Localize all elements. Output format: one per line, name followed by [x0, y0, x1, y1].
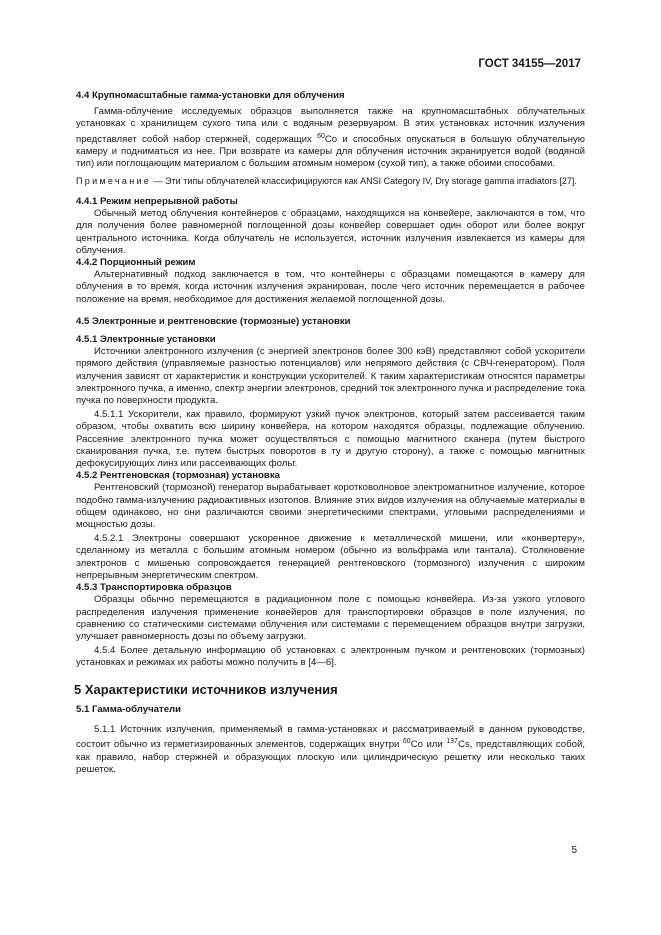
note-text: — Эти типы облучателей классифицируются как ANSI Category IV, Dry storage gamma irradiators [27]. [151, 176, 577, 187]
section-4-5-1-heading: 4.5.1 Электронные установки [76, 334, 216, 346]
section-5-1-1-paragraph [76, 724, 585, 776]
note-label: Примечание [76, 176, 152, 187]
section-4-5-1-1-paragraph: 4.5.1.1 Ускорители, как правило, формируют узкий пучок электронов, который затем рассеивается таким образом, чтобы охватить всю ширину конвейера, на котором находятся образцы, подлежащие облучению. Рассеяние электронного пучка может осуществляться с помощью магнитного сканера (путем быстрого сканирования пучка, т.е. путем быстрых поворотов в ту и другую сторону), а также с помощью магнитных дефокусирующих линз или рассеивающих фольг. [76, 409, 585, 470]
section-4-4-2-paragraph: Альтернативный подход заключается в том, что контейнеры с образцами помещаются в камеру для облучения в то время, когда источник излучения экранирован, после чего источник перемещается в рабочее положение на время, необходимое для достижения желаемой поглощенной дозы. [76, 269, 585, 305]
section-4-5-4-paragraph: 4.5.4 Более детальную информацию об установках с электронным пучком и рентгеновских (тормозных) установках и режимах их работы можно получить в [4—6]. [76, 645, 585, 669]
page-body [76, 84, 585, 776]
section-4-4-1-paragraph: Обычный метод облучения контейнеров с образцами, находящихся на конвейере, заключаются в том, что для получения более равномерной поглощенной дозы конвейер совершает один оборот или более вокруг центрального источника. Когда облучатель не используется, источник излучения извлекается из камеры для облучения. [76, 208, 585, 256]
section-4-5-1-paragraph: Источники электронного излучения (с энергией электронов более 300 кэВ) представляют собой ускорители прямого действия (управляемые разностью потенциалов) или непрямого действия (с СВЧ-генератором). Поля излучения зависят от характеристик и конструкции ускорителей. К таким характеристикам относятся параметры электронного пучка, а именно, спектр энергии электронов, средний ток электронного пучка и распределение тока пучка по поверхности продукта. [76, 346, 586, 407]
section-4-5-2-paragraph: Рентгеновский (тормозной) генератор вырабатывает коротковолновое электромагнитное излучение, которое подобно гамма-излучению радиоактивных изотопов. Влияние этих видов излучения на облучаемые материалы в общем одинаково, но они различаются своими энергетическими спектрами, угловыми распределениями и мощностью дозы. [76, 482, 585, 531]
section-5-1-1-text-mid: Co или [410, 739, 447, 751]
section-4-5-3-heading: 4.5.3 Транспортировка образцов [76, 582, 232, 594]
section-5-1-1-text-a: 5.1.1 Источник излучения, применяемый в гамма-установках и рассматриваемый в данном руководстве, состоит обычно из герметизированных элементов, содержащих внутри [76, 723, 585, 751]
standard-header: ГОСТ 34155—2017 [478, 58, 581, 70]
section-4-5-heading: 4.5 Электронные и рентгеновские (тормозные) установки [76, 315, 351, 327]
section-4-4-text-b: Co и способных опускаться в большую облучательную камеру и подниматься из нее. При возврате из камеры для облучения источник экранируется водой (водяной тип) или поглощающим материалом с большим атомным номером (сухой тип), а также обоими способами. [76, 133, 585, 170]
section-5-heading: 5 Характеристики источников излучения [74, 681, 338, 697]
section-4-4-text-a: Гамма-облучение исследуемых образцов выполняется также на крупномасштабных облучательных установках с хранилищем сухого типа или с водяным резервуаром. В этих установках источник излучения представляет собой набор стержней, содержащих [76, 106, 585, 145]
section-4-5-2-heading: 4.5.2 Рентгеновская (тормозная) установка [76, 470, 280, 482]
section-4-5-3-paragraph: Образцы обычно перемещаются в радиационном поле с помощью конвейера. Из-за узкого углового распределения излучения применение конвейеров для транспортировки образцов в поле излучения, по сравнению со статическими системами облучения или системами с перемещением образцов внутри загрузки, улучшает равномерность дозы по объему загрузки. [76, 594, 585, 642]
section-4-4-2-heading: 4.4.2 Порционный режим [76, 257, 196, 269]
section-5-1-1-text-b: Cs, представляющих собой, как правило, набор стержней и образующих плоскую или цилиндрическую решетку или несколько таких решеток. [76, 739, 585, 775]
section-4-4-paragraph [76, 106, 585, 170]
section-4-4-1-heading: 4.4.1 Режим непрерывной работы [76, 196, 238, 207]
note [76, 176, 585, 188]
section-4-5-2-1-paragraph: 4.5.2.1 Электроны совершают ускоренное движение к металлической мишени, или «конвертеру», сделанному из металла с большим атомным номером (обычно из вольфрама или тантала). Столкновение электронов с мишенью сопровождается генерацией рентгеновского (тормозного) излучения с широким непрерывным энергетическим спектром. [76, 533, 585, 581]
page-number: 5 [571, 845, 577, 856]
section-4-4-heading: 4.4 Крупномасштабные гамма-установки для облучения [76, 90, 345, 101]
isotope-60-superscript: 60 [317, 132, 325, 140]
isotope-60-superscript: 60 [402, 738, 411, 746]
isotope-137-superscript: 137 [446, 738, 458, 746]
section-5-1-heading: 5.1 Гамма-облучатели [76, 703, 182, 715]
